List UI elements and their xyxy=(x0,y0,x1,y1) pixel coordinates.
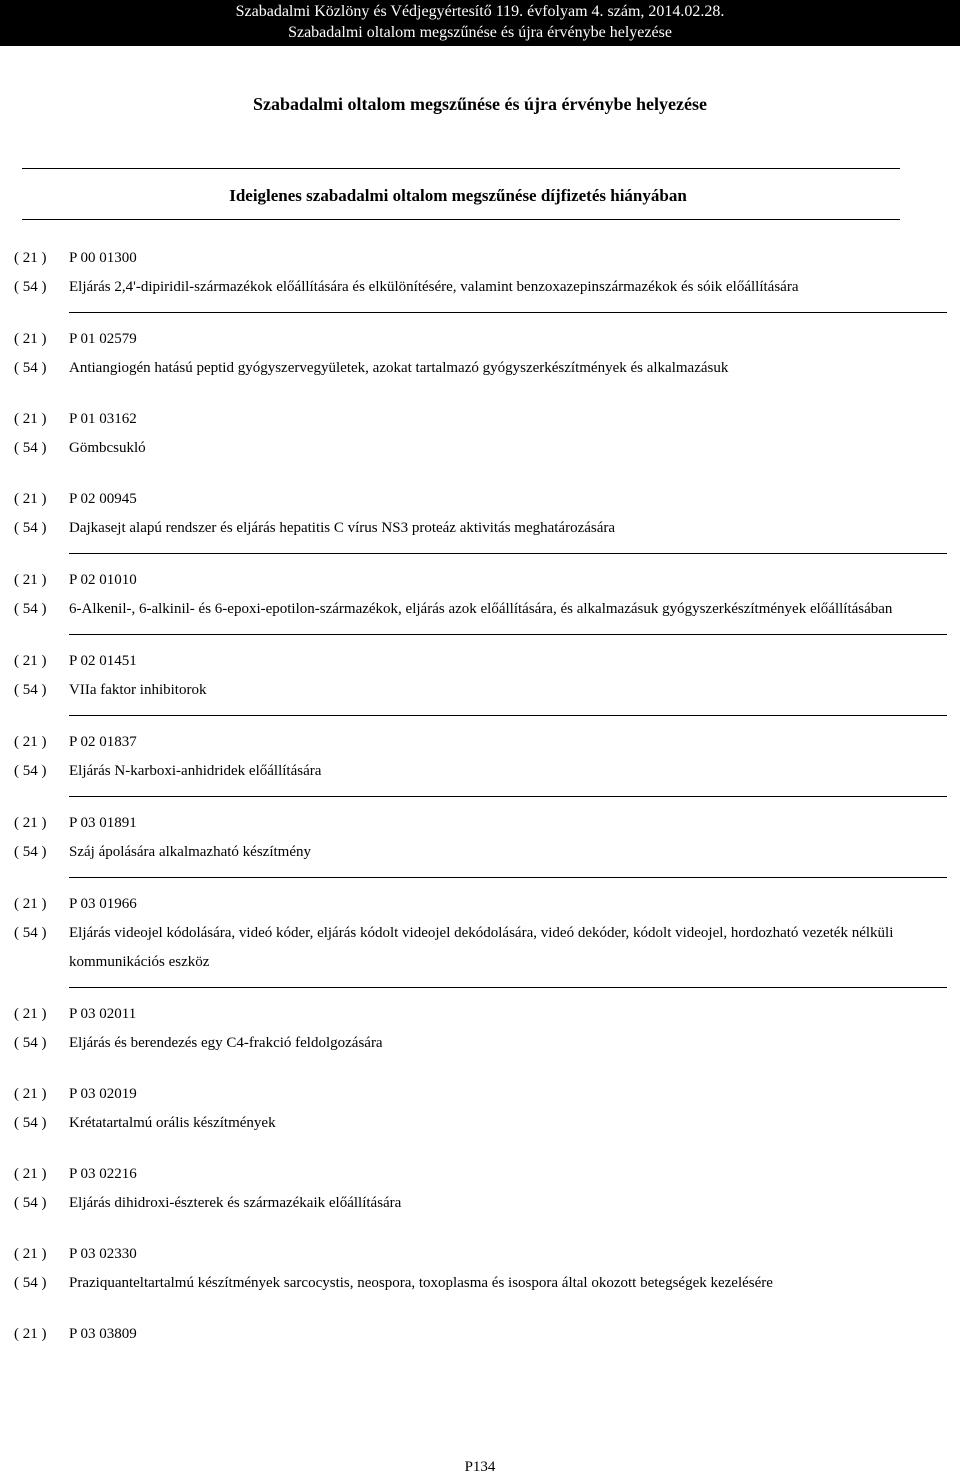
application-number-row xyxy=(14,728,947,757)
patent-entry xyxy=(14,647,947,716)
application-number: P 03 01891 xyxy=(69,815,137,831)
title-row xyxy=(14,514,947,543)
inid-code-54: ( 54 ) xyxy=(14,440,47,456)
inid-code-54: ( 54 ) xyxy=(14,601,47,617)
application-number: P 01 02579 xyxy=(69,331,137,347)
application-number-row xyxy=(14,566,947,595)
application-number: P 02 00945 xyxy=(69,491,137,507)
patent-entry xyxy=(14,244,947,313)
inid-code-54: ( 54 ) xyxy=(14,1275,47,1291)
inid-code-54: ( 54 ) xyxy=(14,763,47,779)
section-top-rule xyxy=(22,168,900,169)
inid-code-21: ( 21 ) xyxy=(14,653,47,669)
title-row xyxy=(14,354,947,383)
application-number: P 02 01451 xyxy=(69,653,137,669)
application-number-row xyxy=(14,485,947,514)
application-number: P 02 01010 xyxy=(69,572,137,588)
inid-code-21: ( 21 ) xyxy=(14,734,47,750)
inid-code-54: ( 54 ) xyxy=(14,1115,47,1131)
header-line-1: Szabadalmi Közlöny és Védjegyértesítő 119. évfolyam 4. szám, 2014.02.28. xyxy=(235,3,725,20)
patent-entry xyxy=(14,1240,947,1320)
inid-code-21: ( 21 ) xyxy=(14,1166,47,1182)
application-number: P 03 02019 xyxy=(69,1086,137,1102)
header-line-2: Szabadalmi oltalom megszűnése és újra érvénybe helyezése xyxy=(288,24,672,41)
title-row xyxy=(14,1109,947,1138)
inid-code-21: ( 21 ) xyxy=(14,1006,47,1022)
entry-divider xyxy=(69,312,947,313)
application-number-row xyxy=(14,647,947,676)
entry-divider xyxy=(69,553,947,554)
page-title: Szabadalmi oltalom megszűnése és újra érvénybe helyezése xyxy=(253,94,707,114)
invention-title: VIIa faktor inhibitorok xyxy=(69,682,207,698)
application-number-row xyxy=(14,244,947,273)
title-row xyxy=(14,757,947,786)
inid-code-54: ( 54 ) xyxy=(14,279,47,295)
patent-entry xyxy=(14,1160,947,1240)
invention-title: Krétatartalmú orális készítmények xyxy=(69,1115,276,1131)
invention-title: Száj ápolására alkalmazható készítmény xyxy=(69,844,311,860)
patent-entry xyxy=(14,485,947,554)
inid-code-54: ( 54 ) xyxy=(14,682,47,698)
patent-entry xyxy=(14,1320,947,1349)
entry-divider xyxy=(69,987,947,988)
entry-divider xyxy=(69,715,947,716)
title-row xyxy=(14,1269,947,1298)
inid-code-21: ( 21 ) xyxy=(14,250,47,266)
patent-entry xyxy=(14,728,947,797)
title-row xyxy=(14,919,947,977)
invention-title: Dajkasejt alapú rendszer és eljárás hepatitis C vírus NS3 proteáz aktivitás meghatározására xyxy=(69,520,616,536)
application-number-row xyxy=(14,405,947,434)
inid-code-54: ( 54 ) xyxy=(14,360,47,376)
entry-list xyxy=(14,244,947,1349)
patent-entry xyxy=(14,405,947,485)
title-row xyxy=(14,434,947,463)
application-number-row xyxy=(14,1000,947,1029)
application-number: P 03 03809 xyxy=(69,1326,137,1342)
title-row xyxy=(14,676,947,705)
application-number: P 03 01966 xyxy=(69,896,137,912)
inid-code-21: ( 21 ) xyxy=(14,896,47,912)
application-number: P 02 01837 xyxy=(69,734,137,750)
patent-entry xyxy=(14,566,947,635)
patent-entry xyxy=(14,890,947,988)
inid-code-21: ( 21 ) xyxy=(14,572,47,588)
application-number-row xyxy=(14,1320,947,1349)
invention-title: Eljárás N-karboxi-anhidridek előállítására xyxy=(69,763,322,779)
title-row xyxy=(14,595,947,624)
application-number-row xyxy=(14,809,947,838)
inid-code-21: ( 21 ) xyxy=(14,331,47,347)
entry-divider xyxy=(69,796,947,797)
inid-code-21: ( 21 ) xyxy=(14,1326,47,1342)
invention-title: Eljárás 2,4'-dipiridil-származékok előállítására és elkülönítésére, valamint benzoxazepinszármazékok és sóik előállítására xyxy=(69,279,799,295)
application-number-row xyxy=(14,325,947,354)
application-number: P 01 03162 xyxy=(69,411,137,427)
application-number: P 03 02330 xyxy=(69,1246,137,1262)
inid-code-54: ( 54 ) xyxy=(14,1195,47,1211)
application-number-row xyxy=(14,890,947,919)
invention-title: 6-Alkenil-, 6-alkinil- és 6-epoxi-epotilon-származékok, eljárás azok előállítására, és alkalmazásuk gyógyszerkészítmények előállításában xyxy=(69,601,893,617)
application-number-row xyxy=(14,1160,947,1189)
entry-divider xyxy=(69,634,947,635)
inid-code-54: ( 54 ) xyxy=(14,844,47,860)
inid-code-21: ( 21 ) xyxy=(14,491,47,507)
publication-header xyxy=(0,0,960,46)
invention-title: Eljárás videojel kódolására, videó kóder, eljárás kódolt videojel dekódolására, videó dekóder, kódolt videojel, hordozható vezeték nélküli kommunikációs eszköz xyxy=(69,925,894,970)
invention-title: Gömbcsukló xyxy=(69,440,146,456)
application-number: P 03 02216 xyxy=(69,1166,137,1182)
section-bottom-rule xyxy=(22,219,900,220)
invention-title: Eljárás és berendezés egy C4-frakció feldolgozására xyxy=(69,1035,383,1051)
application-number: P 03 02011 xyxy=(69,1006,137,1022)
inid-code-54: ( 54 ) xyxy=(14,1035,47,1051)
title-row xyxy=(14,1189,947,1218)
inid-code-21: ( 21 ) xyxy=(14,815,47,831)
patent-entry xyxy=(14,1080,947,1160)
inid-code-21: ( 21 ) xyxy=(14,411,47,427)
patent-entry xyxy=(14,1000,947,1080)
invention-title: Antiangiogén hatású peptid gyógyszervegyületek, azokat tartalmazó gyógyszerkészítmények és alkalmazásuk xyxy=(69,360,729,376)
title-row xyxy=(14,273,947,302)
inid-code-54: ( 54 ) xyxy=(14,925,47,941)
title-row xyxy=(14,838,947,867)
invention-title: Eljárás dihidroxi-észterek és származékaik előállítására xyxy=(69,1195,402,1211)
application-number-row xyxy=(14,1080,947,1109)
section-title: Ideiglenes szabadalmi oltalom megszűnése díjfizetés hiányában xyxy=(229,186,687,205)
application-number-row xyxy=(14,1240,947,1269)
application-number: P 00 01300 xyxy=(69,250,137,266)
patent-entry xyxy=(14,325,947,405)
title-row xyxy=(14,1029,947,1058)
patent-entry xyxy=(14,809,947,878)
inid-code-21: ( 21 ) xyxy=(14,1246,47,1262)
entry-divider xyxy=(69,877,947,878)
page-number: P134 xyxy=(464,1459,496,1475)
inid-code-21: ( 21 ) xyxy=(14,1086,47,1102)
inid-code-54: ( 54 ) xyxy=(14,520,47,536)
invention-title: Praziquanteltartalmú készítmények sarcocystis, neospora, toxoplasma és isospora által okozott betegségek kezelésére xyxy=(69,1275,773,1291)
